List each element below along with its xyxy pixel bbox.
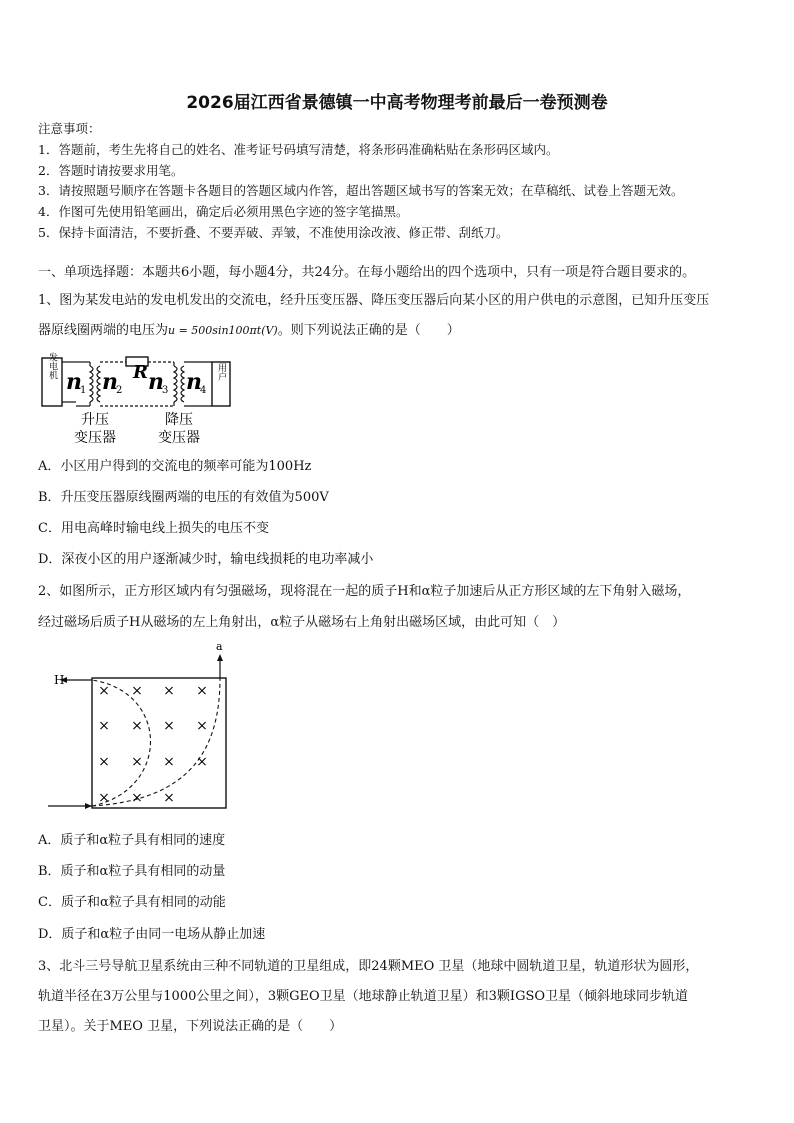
q3-stem-line3: 卫星）。关于MEO 卫星，下列说法正确的是（ ） [38,1019,343,1034]
notice-item: 1．答题前，考生先将自己的姓名、准考证号码填写清楚，将条形码准确粘贴在条形码区域内。 [38,142,559,157]
user-label: 用户 [216,363,226,381]
page-title: 2026届江西省景德镇一中高考物理考前最后一卷预测卷 [186,93,608,113]
cross-mark: × [98,790,110,806]
cross-mark: × [163,718,175,734]
cross-mark: × [98,683,110,699]
notice-heading: 注意事项： [38,121,101,136]
cross-mark: × [163,754,175,770]
proton-label: H [54,673,65,687]
n3-label: n [148,369,164,395]
q1-option-c: C．用电高峰时输电线上损失的电压不变 [38,521,269,536]
step-down-label-1: 降压 [165,412,193,428]
q1-option-b: B．升压变压器原线圈两端的电压的有效值为500V [38,490,329,505]
field-crosses [98,683,208,806]
resistor-label: R [133,362,148,383]
cross-mark: × [163,683,175,699]
n2-label: n [102,369,118,395]
q2-stem-line1: 2、如图所示，正方形区域内有匀强磁场，现将混在一起的质子H和α粒子加速后从正方形区域的左下角射入磁场， [38,584,691,599]
cross-mark: × [196,718,208,734]
n1-sub: 1 [80,385,87,396]
n3-sub: 3 [162,385,169,396]
notice-item: 2．答题时请按要求用笔。 [38,163,184,178]
cross-mark: × [98,754,110,770]
step-up-label-1: 升压 [81,412,109,428]
transformer-diagram [40,348,245,448]
q3-stem-line1: 3、北斗三号导航卫星系统由三种不同轨道的卫星组成，即24颗MEO 卫星（地球中圆轨道卫星，轨道形状为圆形， [38,959,699,974]
generator-label: 发电机 [47,352,57,380]
cross-mark: × [196,754,208,770]
n4-sub: 4 [200,385,207,396]
notice-item: 3．请按照题号顺序在答题卡各题目的答题区域内作答，超出答题区域书写的答案无效；在草稿纸、试卷上答题无效。 [38,183,684,198]
q1-stem-line2 [38,324,460,337]
section-heading: 一、单项选择题：本题共6小题，每小题4分，共24分。在每小题给出的四个选项中，只有一项是符合题目要求的。 [38,265,696,280]
q1-stem-pre: 器原线圈两端的电压为 [38,323,169,338]
cross-mark: × [131,754,143,770]
q1-stem-line1: 1、图为某发电站的发电机发出的交流电，经升压变压器、降压变压器后向某小区的用户供电的示意图，已知升压变压 [38,293,710,308]
q2-option-c: C．质子和α粒子具有相同的动能 [38,895,226,910]
notice-item: 4．作图可先使用铅笔画出，确定后必须用黑色字迹的签字笔描黑。 [38,204,409,219]
step-up-label-2: 变压器 [74,430,116,446]
step-down-secondary-coil [181,366,184,402]
cross-mark: × [98,718,110,734]
q2-option-d: D．质子和α粒子由同一电场从静止加速 [38,927,266,942]
step-up-secondary-coil [97,366,100,402]
n2-sub: 2 [116,385,123,396]
cross-mark: × [196,683,208,699]
cross-mark: × [131,790,143,806]
q1-option-a: A．小区用户得到的交流电的频率可能为100Hz [38,459,312,474]
n4-label: n [186,369,202,395]
q1-formula: u = 500sin100πt(V) [168,324,278,337]
notice-item: 5．保持卡面清洁，不要折叠、不要弄破、弄皱，不准使用涂改液、修正带、刮纸刀。 [38,225,509,240]
q2-option-a: A．质子和α粒子具有相同的速度 [38,833,226,848]
q1-option-d: D．深夜小区的用户逐渐减少时，输电线损耗的电功率减小 [38,552,374,567]
cross-mark: × [131,683,143,699]
alpha-label: a [216,640,223,653]
q2-option-b: B．质子和α粒子具有相同的动量 [38,864,226,879]
n1-label: n [66,369,82,395]
step-down-label-2: 变压器 [158,430,200,446]
step-up-primary-coil [90,366,93,402]
magnetic-field-diagram [40,640,240,820]
q1-stem-post: 。则下列说法正确的是（ ） [277,323,460,338]
cross-mark: × [131,718,143,734]
q3-stem-line2: 轨道半径在3万公里与1000公里之间），3颗GEO卫星（地球静止轨道卫星）和3颗IGSO卫星（倾斜地球同步轨道 [38,989,689,1004]
cross-mark: × [163,790,175,806]
q2-stem-line2: 经过磁场后质子H从磁场的左上角射出，α粒子从磁场右上角射出磁场区域，由此可知（ ） [38,615,566,630]
step-down-primary-coil [174,366,177,402]
